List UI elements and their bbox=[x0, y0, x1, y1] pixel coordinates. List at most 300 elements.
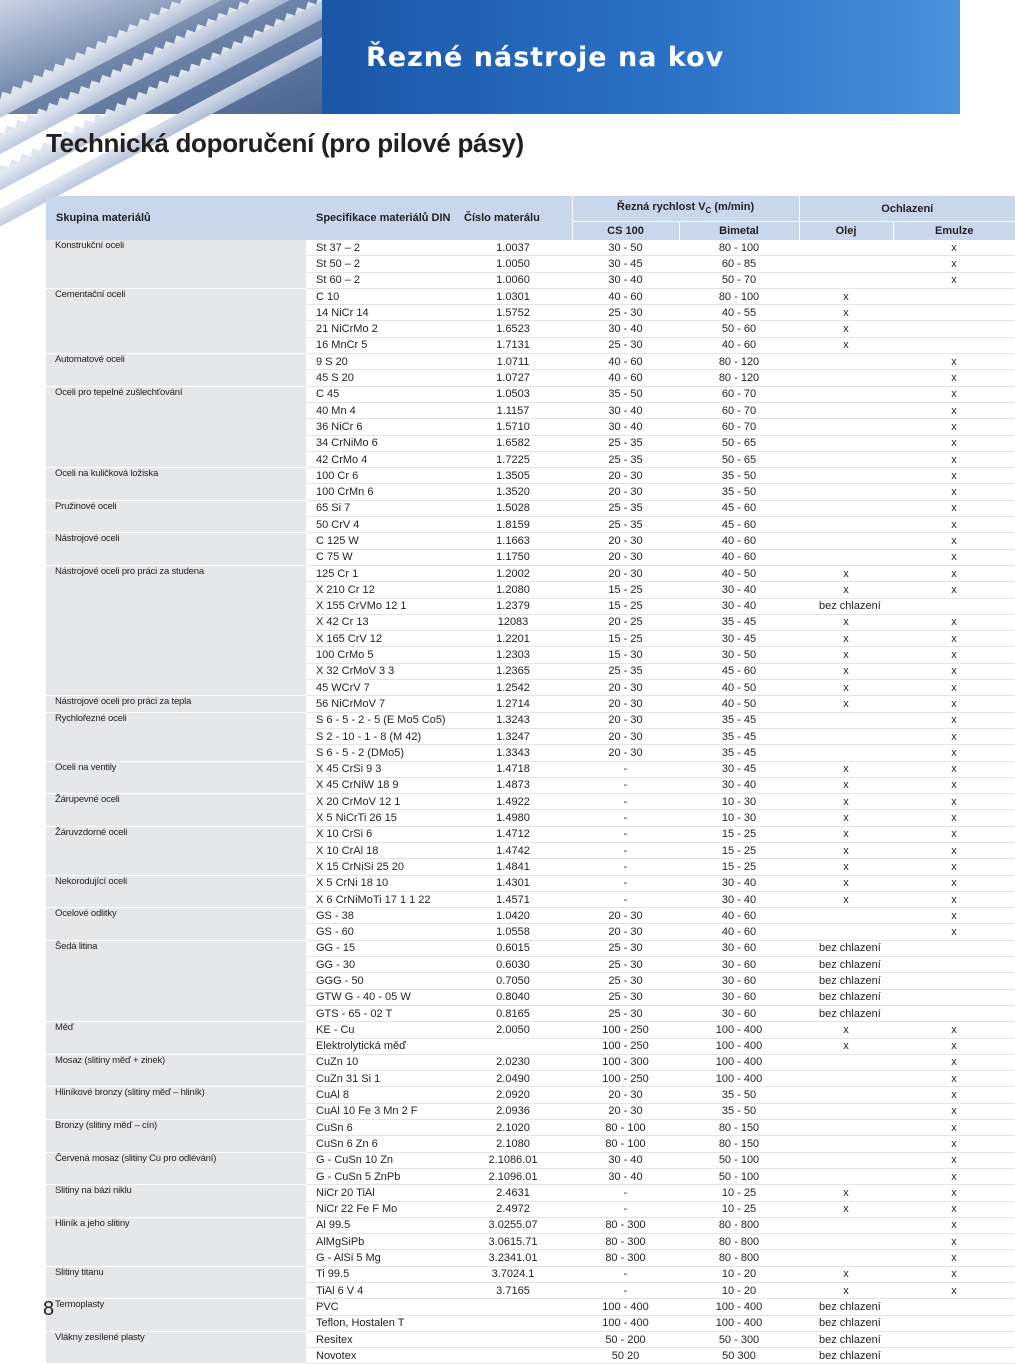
material-spec: GS - 60 bbox=[306, 924, 454, 940]
material-spec: X 210 Cr 12 bbox=[306, 582, 454, 598]
material-number: 1.5752 bbox=[454, 305, 572, 321]
speed-cs100: 20 - 30 bbox=[572, 745, 679, 761]
table-row bbox=[46, 761, 1015, 777]
cooling-oil: x bbox=[799, 1038, 893, 1054]
table-row bbox=[46, 1022, 1015, 1038]
material-number: 1.4712 bbox=[454, 826, 572, 842]
material-number: 1.4841 bbox=[454, 859, 572, 875]
speed-cs100: 15 - 25 bbox=[572, 582, 679, 598]
material-group: Konstrukční oceli bbox=[46, 240, 306, 288]
material-spec: Teflon, Hostalen T bbox=[306, 1315, 454, 1331]
cooling-emulsion: x bbox=[893, 1185, 1015, 1201]
cooling-oil: x bbox=[799, 321, 893, 337]
cooling-oil: bez chlazení bbox=[799, 1315, 1015, 1331]
material-spec: X 5 NiCrTi 26 15 bbox=[306, 810, 454, 826]
speed-cs100: 80 - 100 bbox=[572, 1120, 679, 1136]
speed-cs100: 20 - 25 bbox=[572, 614, 679, 630]
cooling-oil bbox=[799, 924, 893, 940]
speed-cs100: - bbox=[572, 777, 679, 793]
speed-cs100: - bbox=[572, 875, 679, 891]
material-number: 1.6523 bbox=[454, 321, 572, 337]
cooling-oil bbox=[799, 435, 893, 451]
speed-bimetal: 40 - 60 bbox=[679, 924, 799, 940]
cooling-emulsion: x bbox=[893, 419, 1015, 435]
cooling-oil bbox=[799, 402, 893, 418]
material-number: 1.2365 bbox=[454, 663, 572, 679]
material-spec: X 20 CrMoV 12 1 bbox=[306, 794, 454, 810]
cooling-emulsion: x bbox=[893, 468, 1015, 484]
speed-bimetal: 60 - 70 bbox=[679, 419, 799, 435]
cooling-oil: bez chlazení bbox=[799, 957, 1015, 973]
speed-cs100: 100 - 250 bbox=[572, 1071, 679, 1087]
speed-bimetal: 80 - 150 bbox=[679, 1120, 799, 1136]
material-number: 1.0503 bbox=[454, 386, 572, 402]
cooling-oil bbox=[799, 549, 893, 565]
cooling-oil: x bbox=[799, 582, 893, 598]
speed-bimetal: 15 - 25 bbox=[679, 826, 799, 842]
material-group: Ocelové odlitky bbox=[46, 908, 306, 941]
material-number: 1.8159 bbox=[454, 517, 572, 533]
speed-bimetal: 10 - 25 bbox=[679, 1185, 799, 1201]
cooling-emulsion: x bbox=[893, 354, 1015, 370]
header-group: Skupina materiálů bbox=[46, 196, 306, 240]
material-group: Žáruvzdorné oceli bbox=[46, 826, 306, 875]
cooling-emulsion: x bbox=[893, 1071, 1015, 1087]
material-number: 1.2379 bbox=[454, 598, 572, 614]
speed-cs100: - bbox=[572, 859, 679, 875]
speed-bimetal: 30 - 60 bbox=[679, 940, 799, 956]
speed-cs100: 50 20 bbox=[572, 1348, 679, 1364]
speed-cs100: 80 - 300 bbox=[572, 1250, 679, 1266]
speed-bimetal: 60 - 70 bbox=[679, 386, 799, 402]
cooling-emulsion: x bbox=[893, 680, 1015, 696]
cooling-oil bbox=[799, 272, 893, 288]
material-number: 2.4631 bbox=[454, 1185, 572, 1201]
speed-cs100: 100 - 250 bbox=[572, 1038, 679, 1054]
speed-bimetal: 45 - 60 bbox=[679, 500, 799, 516]
material-spec: GG - 30 bbox=[306, 957, 454, 973]
speed-bimetal: 40 - 60 bbox=[679, 908, 799, 924]
speed-bimetal: 100 - 400 bbox=[679, 1315, 799, 1331]
cooling-oil: bez chlazení bbox=[799, 1331, 1015, 1347]
cooling-oil bbox=[799, 1120, 893, 1136]
material-number: 1.7225 bbox=[454, 451, 572, 467]
speed-bimetal: 30 - 60 bbox=[679, 973, 799, 989]
cooling-oil bbox=[799, 451, 893, 467]
speed-cs100: 30 - 50 bbox=[572, 240, 679, 256]
speed-bimetal: 35 - 50 bbox=[679, 1103, 799, 1119]
cooling-emulsion: x bbox=[893, 761, 1015, 777]
material-group: Mosaz (slitiny měď + zinek) bbox=[46, 1054, 306, 1087]
speed-cs100: 20 - 30 bbox=[572, 908, 679, 924]
speed-cs100: 15 - 25 bbox=[572, 598, 679, 614]
material-spec: CuZn 10 bbox=[306, 1054, 454, 1070]
speed-bimetal: 80 - 120 bbox=[679, 370, 799, 386]
material-number: 1.0301 bbox=[454, 288, 572, 304]
material-spec: X 45 CrSi 9 3 bbox=[306, 761, 454, 777]
material-spec: GTW G - 40 - 05 W bbox=[306, 989, 454, 1005]
table-row bbox=[46, 940, 1015, 956]
speed-cs100: 20 - 30 bbox=[572, 565, 679, 581]
material-spec: 100 Cr 6 bbox=[306, 468, 454, 484]
cooling-emulsion bbox=[893, 305, 1015, 321]
material-group: Automatové oceli bbox=[46, 354, 306, 387]
speed-bimetal: 80 - 800 bbox=[679, 1217, 799, 1233]
header-spec: Specifikace materiálů DIN bbox=[306, 196, 454, 240]
material-number: 2.0050 bbox=[454, 1022, 572, 1038]
material-number: 1.5710 bbox=[454, 419, 572, 435]
cooling-emulsion: x bbox=[893, 1250, 1015, 1266]
material-number: 2.0490 bbox=[454, 1071, 572, 1087]
speed-bimetal: 50 - 70 bbox=[679, 272, 799, 288]
speed-cs100: 80 - 100 bbox=[572, 1136, 679, 1152]
speed-bimetal: 60 - 70 bbox=[679, 402, 799, 418]
speed-bimetal: 80 - 120 bbox=[679, 354, 799, 370]
cooling-emulsion: x bbox=[893, 859, 1015, 875]
material-spec: X 32 CrMoV 3 3 bbox=[306, 663, 454, 679]
material-number: 1.0037 bbox=[454, 240, 572, 256]
material-group: Hliníkové bronzy (slitiny měď – hliník) bbox=[46, 1087, 306, 1120]
material-number bbox=[454, 1315, 572, 1331]
speed-cs100: 25 - 30 bbox=[572, 1005, 679, 1021]
table-row bbox=[46, 712, 1015, 728]
material-number: 3.0255.07 bbox=[454, 1217, 572, 1233]
speed-bimetal: 30 - 40 bbox=[679, 582, 799, 598]
speed-cs100: 50 - 200 bbox=[572, 1331, 679, 1347]
material-number: 2.1020 bbox=[454, 1120, 572, 1136]
material-spec: Resitex bbox=[306, 1331, 454, 1347]
cooling-oil: bez chlazení bbox=[799, 973, 1015, 989]
cooling-oil bbox=[799, 1250, 893, 1266]
speed-cs100: 30 - 40 bbox=[572, 321, 679, 337]
material-spec: 14 NiCr 14 bbox=[306, 305, 454, 321]
material-group: Nástrojové oceli bbox=[46, 533, 306, 566]
cooling-oil bbox=[799, 712, 893, 728]
speed-cs100: 80 - 300 bbox=[572, 1234, 679, 1250]
cooling-oil: x bbox=[799, 826, 893, 842]
table-row bbox=[46, 794, 1015, 810]
material-number: 1.3343 bbox=[454, 745, 572, 761]
speed-cs100: 25 - 30 bbox=[572, 940, 679, 956]
cooling-emulsion: x bbox=[893, 533, 1015, 549]
material-spec: X 15 CrNiSi 25 20 bbox=[306, 859, 454, 875]
material-number: 1.0711 bbox=[454, 354, 572, 370]
cooling-oil bbox=[799, 484, 893, 500]
material-spec: 16 MnCr 5 bbox=[306, 337, 454, 353]
material-spec: Novotex bbox=[306, 1348, 454, 1364]
cooling-emulsion: x bbox=[893, 1266, 1015, 1282]
material-group: Měď bbox=[46, 1022, 306, 1055]
speed-cs100: - bbox=[572, 1283, 679, 1299]
material-number bbox=[454, 1348, 572, 1364]
speed-bimetal: 45 - 60 bbox=[679, 663, 799, 679]
material-spec: 100 CrMn 6 bbox=[306, 484, 454, 500]
material-number: 0.7050 bbox=[454, 973, 572, 989]
cooling-oil: bez chlazení bbox=[799, 1348, 1015, 1364]
material-group: Oceli pro tepelné zušlechťování bbox=[46, 386, 306, 467]
table-row bbox=[46, 468, 1015, 484]
speed-cs100: 20 - 30 bbox=[572, 712, 679, 728]
material-number: 1.0727 bbox=[454, 370, 572, 386]
speed-bimetal: 35 - 45 bbox=[679, 745, 799, 761]
speed-cs100: - bbox=[572, 826, 679, 842]
table-row bbox=[46, 386, 1015, 402]
material-spec: 34 CrNiMo 6 bbox=[306, 435, 454, 451]
material-number: 3.0615.71 bbox=[454, 1234, 572, 1250]
cooling-emulsion bbox=[893, 288, 1015, 304]
material-spec: KE - Cu bbox=[306, 1022, 454, 1038]
header-bimetal: Bimetal bbox=[679, 222, 799, 241]
material-number: 1.4922 bbox=[454, 794, 572, 810]
material-group: Nekorodující oceli bbox=[46, 875, 306, 908]
cooling-oil bbox=[799, 256, 893, 272]
cooling-oil: x bbox=[799, 565, 893, 581]
speed-bimetal: 50 - 300 bbox=[679, 1331, 799, 1347]
speed-cs100: - bbox=[572, 1185, 679, 1201]
speed-bimetal: 10 - 20 bbox=[679, 1266, 799, 1282]
speed-bimetal: 50 - 65 bbox=[679, 451, 799, 467]
speed-bimetal: 80 - 800 bbox=[679, 1250, 799, 1266]
material-spec: X 155 CrVMo 12 1 bbox=[306, 598, 454, 614]
header-speed: Řezná rychlost $V_C$ (m/min) bbox=[572, 196, 799, 222]
material-number: 1.7131 bbox=[454, 337, 572, 353]
speed-bimetal: 30 - 60 bbox=[679, 1005, 799, 1021]
table-row bbox=[46, 826, 1015, 842]
table-row bbox=[46, 533, 1015, 549]
material-spec: C 125 W bbox=[306, 533, 454, 549]
material-spec: GGG - 50 bbox=[306, 973, 454, 989]
material-spec: 36 NiCr 6 bbox=[306, 419, 454, 435]
cooling-oil: x bbox=[799, 647, 893, 663]
speed-bimetal: 40 - 60 bbox=[679, 337, 799, 353]
material-number: 3.2341.01 bbox=[454, 1250, 572, 1266]
cooling-oil bbox=[799, 1054, 893, 1070]
speed-cs100: 25 - 30 bbox=[572, 957, 679, 973]
cooling-emulsion: x bbox=[893, 745, 1015, 761]
material-spec: Ti 99.5 bbox=[306, 1266, 454, 1282]
table-row bbox=[46, 565, 1015, 581]
speed-cs100: 100 - 300 bbox=[572, 1054, 679, 1070]
cooling-oil bbox=[799, 386, 893, 402]
cooling-oil bbox=[799, 745, 893, 761]
cooling-oil: x bbox=[799, 1266, 893, 1282]
speed-bimetal: 15 - 25 bbox=[679, 859, 799, 875]
speed-bimetal: 40 - 55 bbox=[679, 305, 799, 321]
cooling-emulsion: x bbox=[893, 826, 1015, 842]
speed-bimetal: 35 - 50 bbox=[679, 484, 799, 500]
speed-bimetal: 10 - 30 bbox=[679, 810, 799, 826]
cooling-emulsion: x bbox=[893, 631, 1015, 647]
material-spec: 65 Si 7 bbox=[306, 500, 454, 516]
cooling-emulsion: x bbox=[893, 712, 1015, 728]
cooling-emulsion: x bbox=[893, 794, 1015, 810]
material-number: 1.2201 bbox=[454, 631, 572, 647]
cooling-emulsion: x bbox=[893, 1054, 1015, 1070]
speed-cs100: 25 - 35 bbox=[572, 451, 679, 467]
speed-bimetal: 100 - 400 bbox=[679, 1022, 799, 1038]
cooling-oil: x bbox=[799, 614, 893, 630]
material-group: Pružinové oceli bbox=[46, 500, 306, 533]
material-spec: 21 NiCrMo 2 bbox=[306, 321, 454, 337]
speed-cs100: 100 - 400 bbox=[572, 1315, 679, 1331]
speed-bimetal: 10 - 20 bbox=[679, 1283, 799, 1299]
material-spec: C 10 bbox=[306, 288, 454, 304]
cooling-emulsion: x bbox=[893, 728, 1015, 744]
speed-bimetal: 30 - 40 bbox=[679, 875, 799, 891]
material-spec: G - CuSn 10 Zn bbox=[306, 1152, 454, 1168]
speed-bimetal: 15 - 25 bbox=[679, 842, 799, 858]
cooling-emulsion: x bbox=[893, 435, 1015, 451]
cooling-oil bbox=[799, 533, 893, 549]
speed-bimetal: 40 - 50 bbox=[679, 696, 799, 712]
speed-cs100: 30 - 40 bbox=[572, 1152, 679, 1168]
speed-cs100: - bbox=[572, 1201, 679, 1217]
speed-bimetal: 100 - 400 bbox=[679, 1071, 799, 1087]
cooling-oil bbox=[799, 908, 893, 924]
speed-bimetal: 40 - 60 bbox=[679, 549, 799, 565]
speed-bimetal: 50 - 100 bbox=[679, 1152, 799, 1168]
material-number: 2.1080 bbox=[454, 1136, 572, 1152]
material-group: Nástrojové oceli pro práci za studena bbox=[46, 565, 306, 695]
cooling-oil: x bbox=[799, 859, 893, 875]
cooling-emulsion: x bbox=[893, 517, 1015, 533]
cooling-emulsion: x bbox=[893, 272, 1015, 288]
speed-cs100: 20 - 30 bbox=[572, 696, 679, 712]
speed-bimetal: 10 - 25 bbox=[679, 1201, 799, 1217]
speed-bimetal: 60 - 85 bbox=[679, 256, 799, 272]
material-spec: CuAl 10 Fe 3 Mn 2 F bbox=[306, 1103, 454, 1119]
table-row bbox=[46, 908, 1015, 924]
cooling-oil bbox=[799, 1152, 893, 1168]
material-group: Červená mosaz (slitiny Cu pro odlévání) bbox=[46, 1152, 306, 1185]
speed-cs100: 25 - 30 bbox=[572, 989, 679, 1005]
material-spec: CuZn 31 Si 1 bbox=[306, 1071, 454, 1087]
cooling-oil bbox=[799, 354, 893, 370]
speed-bimetal: 50 300 bbox=[679, 1348, 799, 1364]
material-group: Žárupevné oceli bbox=[46, 794, 306, 827]
material-spec: G - CuSn 5 ZnPb bbox=[306, 1168, 454, 1184]
table-body bbox=[46, 240, 1015, 1364]
cooling-emulsion: x bbox=[893, 500, 1015, 516]
material-number: 0.8165 bbox=[454, 1005, 572, 1021]
material-number: 1.2714 bbox=[454, 696, 572, 712]
cooling-emulsion: x bbox=[893, 842, 1015, 858]
material-spec: St 37 – 2 bbox=[306, 240, 454, 256]
material-number: 1.4873 bbox=[454, 777, 572, 793]
speed-bimetal: 30 - 60 bbox=[679, 989, 799, 1005]
table-row bbox=[46, 1054, 1015, 1070]
cooling-oil: x bbox=[799, 696, 893, 712]
speed-cs100: 15 - 30 bbox=[572, 647, 679, 663]
cooling-emulsion: x bbox=[893, 891, 1015, 907]
speed-cs100: 25 - 30 bbox=[572, 305, 679, 321]
speed-cs100: 30 - 40 bbox=[572, 419, 679, 435]
cooling-oil bbox=[799, 419, 893, 435]
cooling-oil: x bbox=[799, 761, 893, 777]
material-number: 1.4301 bbox=[454, 875, 572, 891]
cooling-emulsion: x bbox=[893, 663, 1015, 679]
speed-cs100: 30 - 45 bbox=[572, 256, 679, 272]
speed-bimetal: 30 - 50 bbox=[679, 647, 799, 663]
material-number: 1.1663 bbox=[454, 533, 572, 549]
cooling-oil: bez chlazení bbox=[799, 940, 1015, 956]
material-number: 1.1157 bbox=[454, 402, 572, 418]
cooling-emulsion: x bbox=[893, 1103, 1015, 1119]
material-number: 1.4718 bbox=[454, 761, 572, 777]
cooling-emulsion: x bbox=[893, 1234, 1015, 1250]
material-number: 2.0936 bbox=[454, 1103, 572, 1119]
material-spec: Al 99.5 bbox=[306, 1217, 454, 1233]
table-row bbox=[46, 1331, 1015, 1347]
material-number: 1.0420 bbox=[454, 908, 572, 924]
material-spec: St 60 – 2 bbox=[306, 272, 454, 288]
material-number: 2.0920 bbox=[454, 1087, 572, 1103]
cooling-oil: x bbox=[799, 663, 893, 679]
cooling-oil: x bbox=[799, 842, 893, 858]
header-oil: Olej bbox=[799, 222, 893, 241]
speed-cs100: 20 - 30 bbox=[572, 533, 679, 549]
table-row bbox=[46, 1087, 1015, 1103]
material-number: 0.6015 bbox=[454, 940, 572, 956]
speed-cs100: 20 - 30 bbox=[572, 728, 679, 744]
material-spec: 40 Mn 4 bbox=[306, 402, 454, 418]
material-number: 2.1086.01 bbox=[454, 1152, 572, 1168]
speed-cs100: - bbox=[572, 761, 679, 777]
cooling-oil bbox=[799, 370, 893, 386]
cooling-oil bbox=[799, 240, 893, 256]
cooling-oil: x bbox=[799, 1022, 893, 1038]
cooling-oil bbox=[799, 1103, 893, 1119]
material-number: 1.3243 bbox=[454, 712, 572, 728]
material-spec: X 10 CrSi 6 bbox=[306, 826, 454, 842]
material-spec: X 6 CrNiMoTi 17 1 1 22 bbox=[306, 891, 454, 907]
material-spec: GTS - 65 - 02 T bbox=[306, 1005, 454, 1021]
cooling-emulsion: x bbox=[893, 614, 1015, 630]
page-title: Technická doporučení (pro pilové pásy) bbox=[46, 128, 524, 158]
material-spec: Elektrolytická měď bbox=[306, 1038, 454, 1054]
header-number: Číslo materálu bbox=[454, 196, 572, 240]
speed-cs100: 20 - 30 bbox=[572, 1103, 679, 1119]
material-group: Šedá litina bbox=[46, 940, 306, 1021]
speed-bimetal: 80 - 150 bbox=[679, 1136, 799, 1152]
cooling-oil: x bbox=[799, 810, 893, 826]
speed-bimetal: 30 - 40 bbox=[679, 598, 799, 614]
cooling-oil bbox=[799, 468, 893, 484]
material-spec: CuSn 6 Zn 6 bbox=[306, 1136, 454, 1152]
cooling-oil: x bbox=[799, 794, 893, 810]
speed-bimetal: 40 - 50 bbox=[679, 565, 799, 581]
cooling-oil: x bbox=[799, 875, 893, 891]
material-spec: S 6 - 5 - 2 (DMo5) bbox=[306, 745, 454, 761]
material-number: 1.4980 bbox=[454, 810, 572, 826]
speed-bimetal: 30 - 60 bbox=[679, 957, 799, 973]
material-number: 1.1750 bbox=[454, 549, 572, 565]
cooling-emulsion: x bbox=[893, 1022, 1015, 1038]
material-number: 1.2542 bbox=[454, 680, 572, 696]
speed-bimetal: 35 - 50 bbox=[679, 1087, 799, 1103]
material-spec: GS - 38 bbox=[306, 908, 454, 924]
cooling-emulsion: x bbox=[893, 1120, 1015, 1136]
speed-bimetal: 80 - 800 bbox=[679, 1234, 799, 1250]
material-number: 3.7024.1 bbox=[454, 1266, 572, 1282]
speed-bimetal: 50 - 65 bbox=[679, 435, 799, 451]
cooling-oil: bez chlazení bbox=[799, 1005, 1015, 1021]
cooling-oil: bez chlazení bbox=[799, 598, 1015, 614]
cooling-oil: x bbox=[799, 305, 893, 321]
material-spec: X 5 CrNi 18 10 bbox=[306, 875, 454, 891]
material-number: 3.7165 bbox=[454, 1283, 572, 1299]
speed-cs100: 30 - 40 bbox=[572, 402, 679, 418]
